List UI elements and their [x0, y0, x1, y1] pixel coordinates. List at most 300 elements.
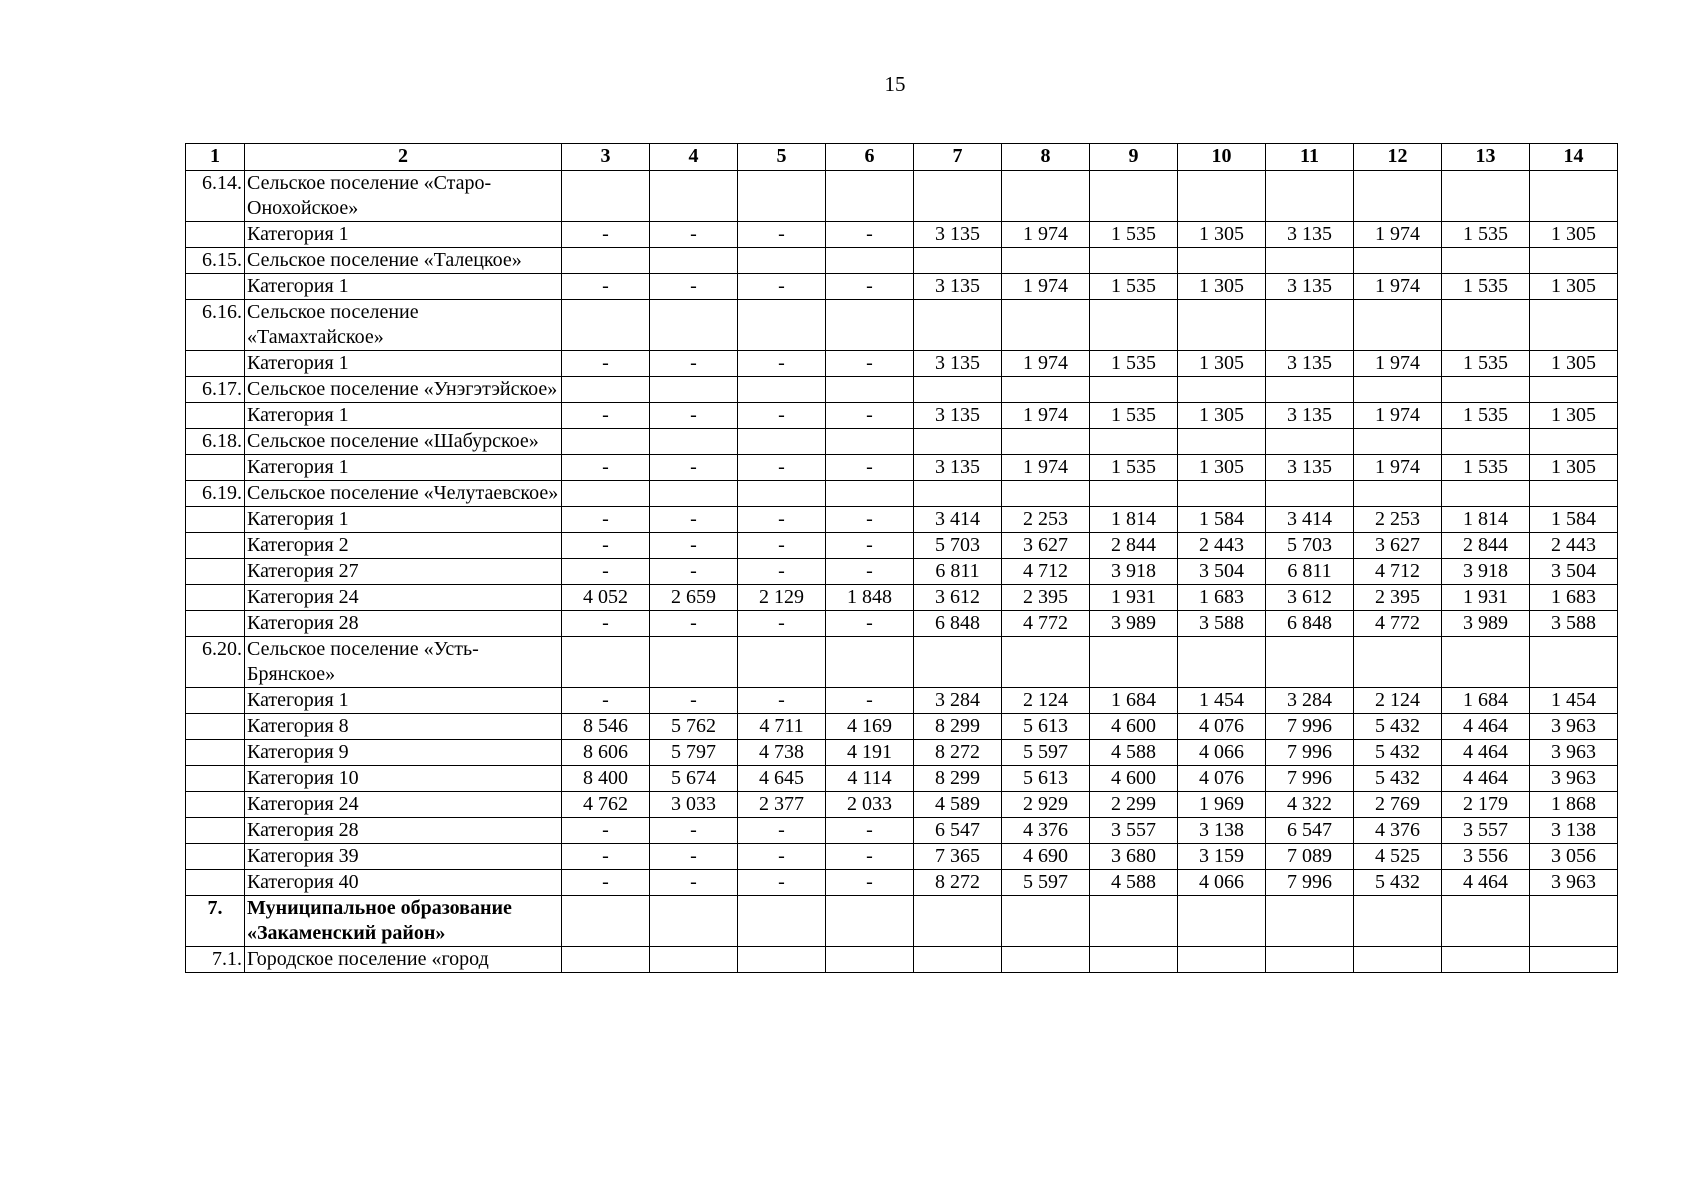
table-row [186, 611, 1618, 637]
row-value: 4 076 [1178, 766, 1266, 792]
row-value [1354, 171, 1442, 222]
row-value [1266, 377, 1354, 403]
row-value: - [738, 351, 826, 377]
row-name: Сельское поселение «Челутаевское» [245, 481, 562, 507]
row-value: 2 299 [1090, 792, 1178, 818]
row-value [1530, 429, 1618, 455]
row-value [826, 637, 914, 688]
table-row [186, 792, 1618, 818]
row-value: 2 124 [1002, 688, 1090, 714]
row-value: 4 600 [1090, 766, 1178, 792]
row-value: 4 464 [1442, 766, 1530, 792]
col-header: 13 [1442, 144, 1530, 171]
row-value: - [826, 507, 914, 533]
row-value: 2 253 [1002, 507, 1090, 533]
row-value: 1 931 [1090, 585, 1178, 611]
table-row [186, 507, 1618, 533]
row-value: 1 535 [1442, 274, 1530, 300]
row-value: - [738, 274, 826, 300]
row-name: Категория 9 [245, 740, 562, 766]
row-code [186, 870, 245, 896]
row-value: 2 395 [1002, 585, 1090, 611]
col-header: 2 [245, 144, 562, 171]
row-value: - [650, 351, 738, 377]
row-value [738, 300, 826, 351]
col-header: 10 [1178, 144, 1266, 171]
row-value [1178, 896, 1266, 947]
row-value: 1 974 [1002, 274, 1090, 300]
row-value: 5 703 [1266, 533, 1354, 559]
row-value [562, 637, 650, 688]
row-value: - [562, 870, 650, 896]
row-value: - [650, 844, 738, 870]
row-value: 3 135 [914, 274, 1002, 300]
row-value: 1 535 [1442, 222, 1530, 248]
row-name: Категория 24 [245, 585, 562, 611]
row-value: - [650, 222, 738, 248]
row-name: Сельское поселение «Старо-Онохойское» [245, 171, 562, 222]
row-value: - [650, 455, 738, 481]
row-code [186, 740, 245, 766]
row-value [650, 171, 738, 222]
row-value: 2 844 [1442, 533, 1530, 559]
row-value: 3 033 [650, 792, 738, 818]
row-value: 1 684 [1442, 688, 1530, 714]
row-value: 3 138 [1530, 818, 1618, 844]
row-value: 5 432 [1354, 766, 1442, 792]
row-value [1002, 947, 1090, 973]
row-value: 8 606 [562, 740, 650, 766]
row-value [914, 377, 1002, 403]
row-value: 4 464 [1442, 740, 1530, 766]
row-value: 5 597 [1002, 870, 1090, 896]
row-code [186, 274, 245, 300]
subsection-row [186, 171, 1618, 222]
col-header: 3 [562, 144, 650, 171]
row-value [1178, 637, 1266, 688]
row-value: 1 305 [1530, 351, 1618, 377]
row-value [826, 377, 914, 403]
row-code: 7. [186, 896, 245, 947]
row-value: 8 546 [562, 714, 650, 740]
row-value: - [826, 818, 914, 844]
row-value [562, 896, 650, 947]
row-value [1530, 481, 1618, 507]
row-value: - [562, 611, 650, 637]
row-value [914, 947, 1002, 973]
row-value: 1 535 [1442, 455, 1530, 481]
row-value: 3 963 [1530, 766, 1618, 792]
row-value: 3 135 [1266, 403, 1354, 429]
row-value [738, 637, 826, 688]
row-code: 6.15. [186, 248, 245, 274]
row-value: 3 588 [1530, 611, 1618, 637]
row-value: 6 811 [1266, 559, 1354, 585]
row-name: Категория 10 [245, 766, 562, 792]
col-header: 5 [738, 144, 826, 171]
row-value [738, 171, 826, 222]
row-value [1530, 377, 1618, 403]
row-value [650, 300, 738, 351]
table-row [186, 222, 1618, 248]
row-value: 3 138 [1178, 818, 1266, 844]
row-value: 3 557 [1090, 818, 1178, 844]
row-value [1178, 481, 1266, 507]
row-value [826, 481, 914, 507]
row-value: 3 284 [1266, 688, 1354, 714]
row-value: 1 974 [1002, 455, 1090, 481]
row-code [186, 611, 245, 637]
row-value: 2 844 [1090, 533, 1178, 559]
row-value [826, 429, 914, 455]
col-header: 11 [1266, 144, 1354, 171]
row-value [1002, 300, 1090, 351]
row-value [1090, 171, 1178, 222]
row-code: 7.1. [186, 947, 245, 973]
row-value: 6 848 [1266, 611, 1354, 637]
row-value: 3 680 [1090, 844, 1178, 870]
row-value: - [826, 455, 914, 481]
row-value: 3 135 [1266, 274, 1354, 300]
row-value [1442, 637, 1530, 688]
row-value: - [562, 559, 650, 585]
row-value [738, 248, 826, 274]
row-value: - [738, 559, 826, 585]
row-value [1354, 248, 1442, 274]
row-value [1002, 248, 1090, 274]
row-value: 5 432 [1354, 870, 1442, 896]
row-value: 5 613 [1002, 766, 1090, 792]
row-value: 4 376 [1354, 818, 1442, 844]
row-value: 4 114 [826, 766, 914, 792]
row-name: Категория 2 [245, 533, 562, 559]
row-value: 2 443 [1178, 533, 1266, 559]
table-row [186, 455, 1618, 481]
col-header: 8 [1002, 144, 1090, 171]
row-value [1442, 896, 1530, 947]
row-name: Категория 40 [245, 870, 562, 896]
row-value [826, 248, 914, 274]
row-value [1178, 377, 1266, 403]
row-value: 3 284 [914, 688, 1002, 714]
row-value: 4 738 [738, 740, 826, 766]
row-value: 5 597 [1002, 740, 1090, 766]
row-value: 4 588 [1090, 740, 1178, 766]
row-value [1530, 248, 1618, 274]
row-value [914, 300, 1002, 351]
row-value: 1 814 [1090, 507, 1178, 533]
row-value: 1 969 [1178, 792, 1266, 818]
row-value [826, 896, 914, 947]
table-row [186, 870, 1618, 896]
row-value: - [826, 559, 914, 585]
row-value: 5 762 [650, 714, 738, 740]
row-value: 1 305 [1178, 403, 1266, 429]
row-value: 1 535 [1090, 274, 1178, 300]
row-value: 5 703 [914, 533, 1002, 559]
row-value [1090, 947, 1178, 973]
row-value [1266, 300, 1354, 351]
row-value [914, 637, 1002, 688]
row-value [1002, 171, 1090, 222]
col-header: 4 [650, 144, 738, 171]
table-row [186, 533, 1618, 559]
row-value: - [650, 403, 738, 429]
row-value: 1 305 [1178, 455, 1266, 481]
row-value: 4 464 [1442, 870, 1530, 896]
row-value: - [738, 455, 826, 481]
row-value [1530, 896, 1618, 947]
row-name: Категория 1 [245, 455, 562, 481]
row-value: 1 931 [1442, 585, 1530, 611]
row-value: 4 645 [738, 766, 826, 792]
row-value [738, 429, 826, 455]
row-name: Сельское поселение «Тамахтайское» [245, 300, 562, 351]
row-value: 3 135 [1266, 455, 1354, 481]
table-row [186, 740, 1618, 766]
row-code [186, 559, 245, 585]
row-value [826, 300, 914, 351]
row-value [1442, 300, 1530, 351]
row-value: 2 377 [738, 792, 826, 818]
row-name: Категория 27 [245, 559, 562, 585]
row-value: 2 659 [650, 585, 738, 611]
subsection-row [186, 377, 1618, 403]
row-value [1090, 300, 1178, 351]
row-value: - [826, 533, 914, 559]
row-value: 1 535 [1090, 403, 1178, 429]
row-value: - [738, 222, 826, 248]
row-value [738, 947, 826, 973]
row-value [1354, 637, 1442, 688]
row-value: 2 179 [1442, 792, 1530, 818]
row-value: 1 684 [1090, 688, 1178, 714]
row-value: - [738, 688, 826, 714]
row-value [914, 171, 1002, 222]
row-code: 6.14. [186, 171, 245, 222]
row-value: 1 305 [1178, 351, 1266, 377]
row-code [186, 792, 245, 818]
row-value [1530, 947, 1618, 973]
row-code [186, 714, 245, 740]
row-value: 4 589 [914, 792, 1002, 818]
row-value: 5 674 [650, 766, 738, 792]
row-value: 3 135 [914, 351, 1002, 377]
row-value: 1 974 [1002, 351, 1090, 377]
row-value: 3 612 [914, 585, 1002, 611]
row-value: 3 135 [1266, 222, 1354, 248]
table-row [186, 688, 1618, 714]
row-value: 8 299 [914, 714, 1002, 740]
row-value: - [826, 351, 914, 377]
row-value: 2 929 [1002, 792, 1090, 818]
row-value: 3 963 [1530, 740, 1618, 766]
row-value: 2 033 [826, 792, 914, 818]
row-code: 6.17. [186, 377, 245, 403]
col-header: 7 [914, 144, 1002, 171]
col-header: 14 [1530, 144, 1618, 171]
row-value: - [562, 222, 650, 248]
row-value: 6 848 [914, 611, 1002, 637]
row-value: 3 135 [914, 222, 1002, 248]
row-value [562, 300, 650, 351]
row-value: 8 272 [914, 870, 1002, 896]
row-value [650, 248, 738, 274]
row-value: 7 996 [1266, 870, 1354, 896]
row-code: 6.20. [186, 637, 245, 688]
row-value: 5 432 [1354, 740, 1442, 766]
row-value: 3 588 [1178, 611, 1266, 637]
row-name: Категория 1 [245, 274, 562, 300]
row-value: - [738, 870, 826, 896]
row-value [1178, 300, 1266, 351]
row-name: Категория 24 [245, 792, 562, 818]
subsection-row [186, 947, 1618, 973]
row-value: - [650, 611, 738, 637]
row-value: - [738, 533, 826, 559]
row-value: 4 712 [1002, 559, 1090, 585]
row-value [650, 481, 738, 507]
row-value [1178, 248, 1266, 274]
col-header: 1 [186, 144, 245, 171]
row-value [650, 947, 738, 973]
row-value: 1 974 [1354, 222, 1442, 248]
row-value [1090, 429, 1178, 455]
row-value: 6 811 [914, 559, 1002, 585]
row-value: 8 272 [914, 740, 1002, 766]
row-value: 4 690 [1002, 844, 1090, 870]
subsection-row [186, 481, 1618, 507]
row-name: Категория 1 [245, 688, 562, 714]
col-header: 6 [826, 144, 914, 171]
subsection-row [186, 300, 1618, 351]
row-value: 7 996 [1266, 766, 1354, 792]
row-value [1090, 248, 1178, 274]
row-value: 1 974 [1354, 455, 1442, 481]
row-value: 1 974 [1354, 274, 1442, 300]
row-value [1178, 429, 1266, 455]
row-value [650, 377, 738, 403]
row-value: - [562, 533, 650, 559]
subsection-row [186, 429, 1618, 455]
row-value: 3 989 [1090, 611, 1178, 637]
row-value [1442, 429, 1530, 455]
row-value [1002, 481, 1090, 507]
row-value: 3 135 [914, 403, 1002, 429]
row-value: 3 414 [914, 507, 1002, 533]
row-value [650, 637, 738, 688]
row-code [186, 844, 245, 870]
row-value: - [826, 844, 914, 870]
row-value: - [650, 870, 738, 896]
row-value: 7 996 [1266, 714, 1354, 740]
row-value [1090, 377, 1178, 403]
row-value: 1 305 [1178, 274, 1266, 300]
row-name: Категория 1 [245, 403, 562, 429]
row-value [1530, 300, 1618, 351]
row-value: 5 613 [1002, 714, 1090, 740]
row-name: Категория 1 [245, 351, 562, 377]
row-value [914, 248, 1002, 274]
row-value [1442, 171, 1530, 222]
row-value: 1 305 [1530, 455, 1618, 481]
row-value: - [562, 507, 650, 533]
row-value [1354, 947, 1442, 973]
table-row [186, 351, 1618, 377]
row-value [738, 481, 826, 507]
row-value: 1 535 [1442, 351, 1530, 377]
row-value: 8 400 [562, 766, 650, 792]
table-row [186, 559, 1618, 585]
row-value: 3 414 [1266, 507, 1354, 533]
col-header: 9 [1090, 144, 1178, 171]
row-value: - [562, 688, 650, 714]
row-code [186, 585, 245, 611]
row-value: 4 711 [738, 714, 826, 740]
row-value: 3 989 [1442, 611, 1530, 637]
row-value: 4 052 [562, 585, 650, 611]
row-value [1266, 637, 1354, 688]
row-value: 4 066 [1178, 740, 1266, 766]
row-name: Категория 1 [245, 222, 562, 248]
table-row [186, 766, 1618, 792]
row-value: 3 557 [1442, 818, 1530, 844]
row-value: 4 322 [1266, 792, 1354, 818]
row-value [1090, 896, 1178, 947]
row-value: 7 996 [1266, 740, 1354, 766]
row-value [738, 896, 826, 947]
row-value: - [650, 274, 738, 300]
row-value: 4 464 [1442, 714, 1530, 740]
subsection-row [186, 637, 1618, 688]
row-value: - [738, 507, 826, 533]
page-number: 15 [884, 72, 906, 96]
row-value: 4 376 [1002, 818, 1090, 844]
row-name: Сельское поселение «Усть-Брянское» [245, 637, 562, 688]
table-row [186, 818, 1618, 844]
row-value: 1 454 [1178, 688, 1266, 714]
row-value [826, 947, 914, 973]
row-value: 1 974 [1002, 403, 1090, 429]
row-value [1354, 300, 1442, 351]
table-row [186, 844, 1618, 870]
row-value [1530, 171, 1618, 222]
row-value [1178, 947, 1266, 973]
row-value: 1 974 [1354, 351, 1442, 377]
row-name: Категория 8 [245, 714, 562, 740]
row-value [914, 896, 1002, 947]
row-code [186, 818, 245, 844]
row-value [562, 429, 650, 455]
row-value: - [562, 818, 650, 844]
row-value: 1 848 [826, 585, 914, 611]
row-value [1266, 171, 1354, 222]
row-code [186, 688, 245, 714]
row-name: Городское поселение «город [245, 947, 562, 973]
row-value: 7 089 [1266, 844, 1354, 870]
row-value: 1 305 [1530, 274, 1618, 300]
row-value: 4 712 [1354, 559, 1442, 585]
row-code [186, 351, 245, 377]
row-value: - [650, 533, 738, 559]
row-code: 6.18. [186, 429, 245, 455]
row-value: 2 443 [1530, 533, 1618, 559]
row-name: Категория 28 [245, 818, 562, 844]
row-value [1002, 637, 1090, 688]
row-value: 4 772 [1354, 611, 1442, 637]
row-value: 1 584 [1530, 507, 1618, 533]
row-value: 3 918 [1090, 559, 1178, 585]
